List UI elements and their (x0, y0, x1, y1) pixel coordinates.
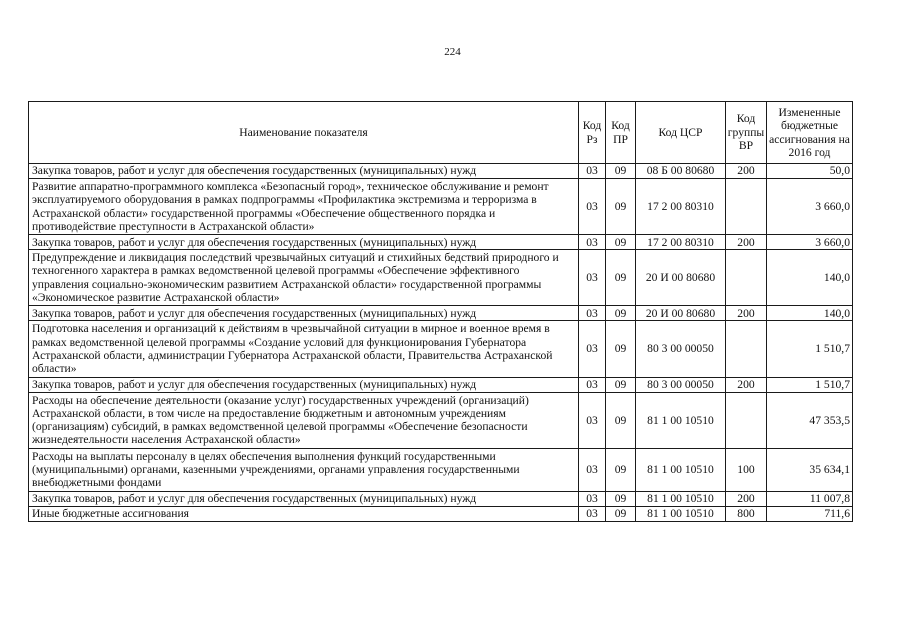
row-pr: 09 (606, 306, 636, 321)
row-name: Развитие аппаратно-программного комплекса «Безопасный город», техническое обслуживание и ремонт эксплуатируемого оборудования в рамках подпрограммы «Профилактика экстремизма и терроризма в Астраханской области» государственной программы «Обеспечение общественного порядка и противодействие преступности в Астраханской области» (29, 179, 579, 235)
row-pr: 09 (606, 506, 636, 521)
row-rz: 03 (579, 448, 606, 491)
row-rz: 03 (579, 506, 606, 521)
row-name: Закупка товаров, работ и услуг для обеспечения государственных (муниципальных) нужд (29, 491, 579, 506)
row-vr: 200 (726, 377, 767, 392)
row-amount: 140,0 (767, 250, 853, 306)
header-pr: Код ПР (606, 102, 636, 164)
row-amount: 50,0 (767, 164, 853, 179)
row-pr: 09 (606, 235, 636, 250)
row-amount: 11 007,8 (767, 491, 853, 506)
row-pr: 09 (606, 392, 636, 448)
table-row (29, 377, 853, 392)
row-name: Закупка товаров, работ и услуг для обеспечения государственных (муниципальных) нужд (29, 235, 579, 250)
row-csr: 81 1 00 10510 (636, 448, 726, 491)
row-amount: 47 353,5 (767, 392, 853, 448)
row-rz: 03 (579, 377, 606, 392)
table-row (29, 321, 853, 377)
row-rz: 03 (579, 179, 606, 235)
row-csr: 17 2 00 80310 (636, 235, 726, 250)
row-vr: 200 (726, 491, 767, 506)
row-name: Расходы на обеспечение деятельности (оказание услуг) государственных учреждений (организаций) Астраханской области, в том числе на предоставление бюджетным и автономным учреждениям (организациям) субсидий, в рамках ведомственной целевой программы «Обеспечение безопасности жизнедеятельности населения Астраханской области» (29, 392, 579, 448)
row-vr: 200 (726, 164, 767, 179)
row-rz: 03 (579, 392, 606, 448)
row-vr (726, 392, 767, 448)
header-csr: Код ЦСР (636, 102, 726, 164)
table-row (29, 506, 853, 521)
table-row (29, 235, 853, 250)
row-vr: 800 (726, 506, 767, 521)
row-rz: 03 (579, 235, 606, 250)
row-pr: 09 (606, 250, 636, 306)
row-name: Расходы на выплаты персоналу в целях обеспечения выполнения функций государственными (муниципальными) органами, казенными учреждениями, органами управления государственными внебюджетными фондами (29, 448, 579, 491)
row-csr: 81 1 00 10510 (636, 392, 726, 448)
row-rz: 03 (579, 491, 606, 506)
row-vr: 100 (726, 448, 767, 491)
row-pr: 09 (606, 321, 636, 377)
row-csr: 80 3 00 00050 (636, 377, 726, 392)
row-pr: 09 (606, 179, 636, 235)
row-amount: 1 510,7 (767, 377, 853, 392)
row-amount: 3 660,0 (767, 235, 853, 250)
header-rz: Код Рз (579, 102, 606, 164)
row-rz: 03 (579, 306, 606, 321)
budget-table (28, 101, 853, 522)
row-amount: 140,0 (767, 306, 853, 321)
row-csr: 08 Б 00 80680 (636, 164, 726, 179)
table-row (29, 164, 853, 179)
table-row (29, 306, 853, 321)
row-pr: 09 (606, 491, 636, 506)
row-amount: 3 660,0 (767, 179, 853, 235)
row-name: Закупка товаров, работ и услуг для обеспечения государственных (муниципальных) нужд (29, 306, 579, 321)
row-name: Закупка товаров, работ и услуг для обеспечения государственных (муниципальных) нужд (29, 377, 579, 392)
row-csr: 20 И 00 80680 (636, 306, 726, 321)
row-vr (726, 321, 767, 377)
row-amount: 711,6 (767, 506, 853, 521)
table-row (29, 491, 853, 506)
row-amount: 35 634,1 (767, 448, 853, 491)
row-name: Подготовка населения и организаций к действиям в чрезвычайной ситуации в мирное и военное время в рамках ведомственной целевой программы «Создание условий для функционирования Губернатора Астраханской области, администрации Губернатора Астраханской области, Правительства Астраханской области» (29, 321, 579, 377)
row-name: Предупреждение и ликвидация последствий чрезвычайных ситуаций и стихийных бедствий природного и техногенного характера в рамках ведомственной целевой программы «Обеспечение эффективного управления социально-экономическим развитием Астраханской области» государственной программы «Экономическое развитие Астраханской области» (29, 250, 579, 306)
row-vr: 200 (726, 306, 767, 321)
row-pr: 09 (606, 448, 636, 491)
row-pr: 09 (606, 164, 636, 179)
row-vr: 200 (726, 235, 767, 250)
row-amount: 1 510,7 (767, 321, 853, 377)
header-amount: Измененные бюджетные ассигнования на 2016 год (767, 102, 853, 164)
table-row (29, 179, 853, 235)
header-vr: Код группы ВР (726, 102, 767, 164)
row-csr: 81 1 00 10510 (636, 506, 726, 521)
row-csr: 80 3 00 00050 (636, 321, 726, 377)
row-rz: 03 (579, 164, 606, 179)
row-csr: 81 1 00 10510 (636, 491, 726, 506)
row-csr: 20 И 00 80680 (636, 250, 726, 306)
row-vr (726, 179, 767, 235)
header-name: Наименование показателя (29, 102, 579, 164)
row-pr: 09 (606, 377, 636, 392)
row-name: Иные бюджетные ассигнования (29, 506, 579, 521)
row-csr: 17 2 00 80310 (636, 179, 726, 235)
table-header-row (29, 102, 853, 164)
page-number: 224 (444, 46, 461, 58)
row-vr (726, 250, 767, 306)
table-row (29, 448, 853, 491)
row-name: Закупка товаров, работ и услуг для обеспечения государственных (муниципальных) нужд (29, 164, 579, 179)
table-row (29, 250, 853, 306)
row-rz: 03 (579, 321, 606, 377)
row-rz: 03 (579, 250, 606, 306)
table-row (29, 392, 853, 448)
